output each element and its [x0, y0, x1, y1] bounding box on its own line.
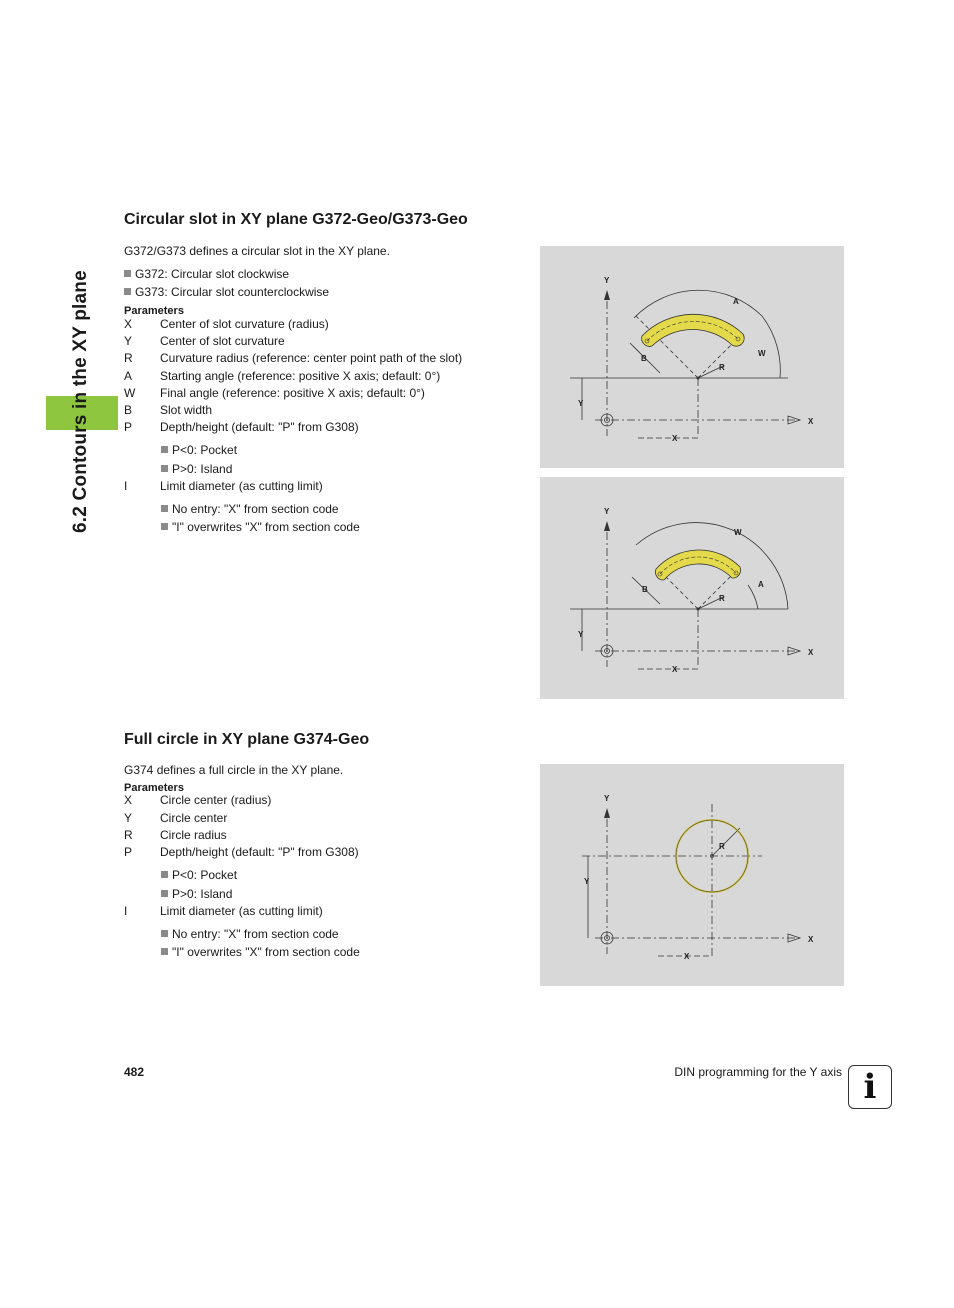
bullet-square-icon	[124, 288, 131, 295]
list-item: P>0: Island	[161, 887, 232, 901]
figure-label-r: R	[719, 594, 725, 603]
param-row: A Starting angle (reference: positive X axis; default: 0°)	[124, 369, 441, 383]
figure-label-y-dim: Y	[584, 877, 590, 886]
figure-label-y-axis: Y	[604, 794, 610, 803]
bullet-square-icon	[161, 890, 168, 897]
param-row: R Circle radius	[124, 828, 227, 842]
param-row: I Limit diameter (as cutting limit)	[124, 479, 323, 493]
figure-label-y-dim: Y	[578, 399, 584, 408]
chapter-title: DIN programming for the Y axis	[674, 1065, 842, 1079]
list-item: "I" overwrites "X" from section code	[161, 945, 360, 959]
figure-label-y-axis: Y	[604, 276, 610, 285]
info-icon: i	[848, 1065, 892, 1109]
figure-label-r: R	[719, 363, 725, 372]
section-intro: G374 defines a full circle in the XY plane.	[124, 763, 344, 777]
param-row: B Slot width	[124, 403, 213, 417]
list-item: G372: Circular slot clockwise	[124, 267, 289, 281]
params-heading: Parameters	[124, 782, 184, 794]
figure-slot-clockwise	[540, 246, 844, 468]
section-intro: G372/G373 defines a circular slot in the XY plane.	[124, 244, 390, 258]
param-row: Y Circle center	[124, 811, 228, 825]
bullet-square-icon	[161, 948, 168, 955]
figure-label-b: B	[641, 354, 647, 363]
figure-label-y-axis: Y	[604, 507, 610, 516]
section-title-circular-slot: Circular slot in XY plane G372-Geo/G373-Geo	[124, 211, 468, 228]
figure-label-x-axis: X	[808, 935, 814, 944]
figure-label-w: W	[758, 349, 766, 358]
figure-label-x-axis: X	[808, 417, 814, 426]
params-heading: Parameters	[124, 305, 184, 317]
figure-slot-counterclockwise	[540, 477, 844, 699]
list-item: P>0: Island	[161, 462, 232, 476]
param-row: P Depth/height (default: "P" from G308)	[124, 420, 359, 434]
list-item: No entry: "X" from section code	[161, 502, 339, 516]
section-title-full-circle: Full circle in XY plane G374-Geo	[124, 731, 370, 748]
bullet-square-icon	[161, 505, 168, 512]
bullet-square-icon	[161, 930, 168, 937]
figure-label-y-dim: Y	[578, 630, 584, 639]
side-section-title: 6.2 Contours in the XY plane	[70, 270, 91, 533]
bullet-square-icon	[124, 270, 131, 277]
list-item: "I" overwrites "X" from section code	[161, 520, 360, 534]
list-item: No entry: "X" from section code	[161, 927, 339, 941]
figure-label-x-dim: X	[672, 434, 678, 443]
bullet-square-icon	[161, 446, 168, 453]
list-item: P<0: Pocket	[161, 443, 237, 457]
bullet-square-icon	[161, 465, 168, 472]
figure-label-x-dim: X	[684, 952, 690, 961]
list-item: G373: Circular slot counterclockwise	[124, 285, 329, 299]
bullet-square-icon	[161, 523, 168, 530]
figure-label-x-dim: X	[672, 665, 678, 674]
page-number: 482	[124, 1065, 145, 1079]
figure-label-b: B	[642, 585, 648, 594]
figure-label-x-axis: X	[808, 648, 814, 657]
figure-full-circle	[540, 764, 844, 986]
figure-label-a: A	[733, 297, 739, 306]
figure-label-r: R	[719, 842, 725, 851]
figure-label-w: W	[734, 528, 742, 537]
list-item: P<0: Pocket	[161, 868, 237, 882]
param-row: R Curvature radius (reference: center point path of the slot)	[124, 351, 463, 365]
param-row: X Circle center (radius)	[124, 793, 272, 807]
param-row: W Final angle (reference: positive X axis; default: 0°)	[124, 386, 425, 400]
param-row: Y Center of slot curvature	[124, 334, 285, 348]
param-row: P Depth/height (default: "P" from G308)	[124, 845, 359, 859]
bullet-square-icon	[161, 871, 168, 878]
param-row: X Center of slot curvature (radius)	[124, 317, 329, 331]
param-row: I Limit diameter (as cutting limit)	[124, 904, 323, 918]
figure-label-a: A	[758, 580, 764, 589]
